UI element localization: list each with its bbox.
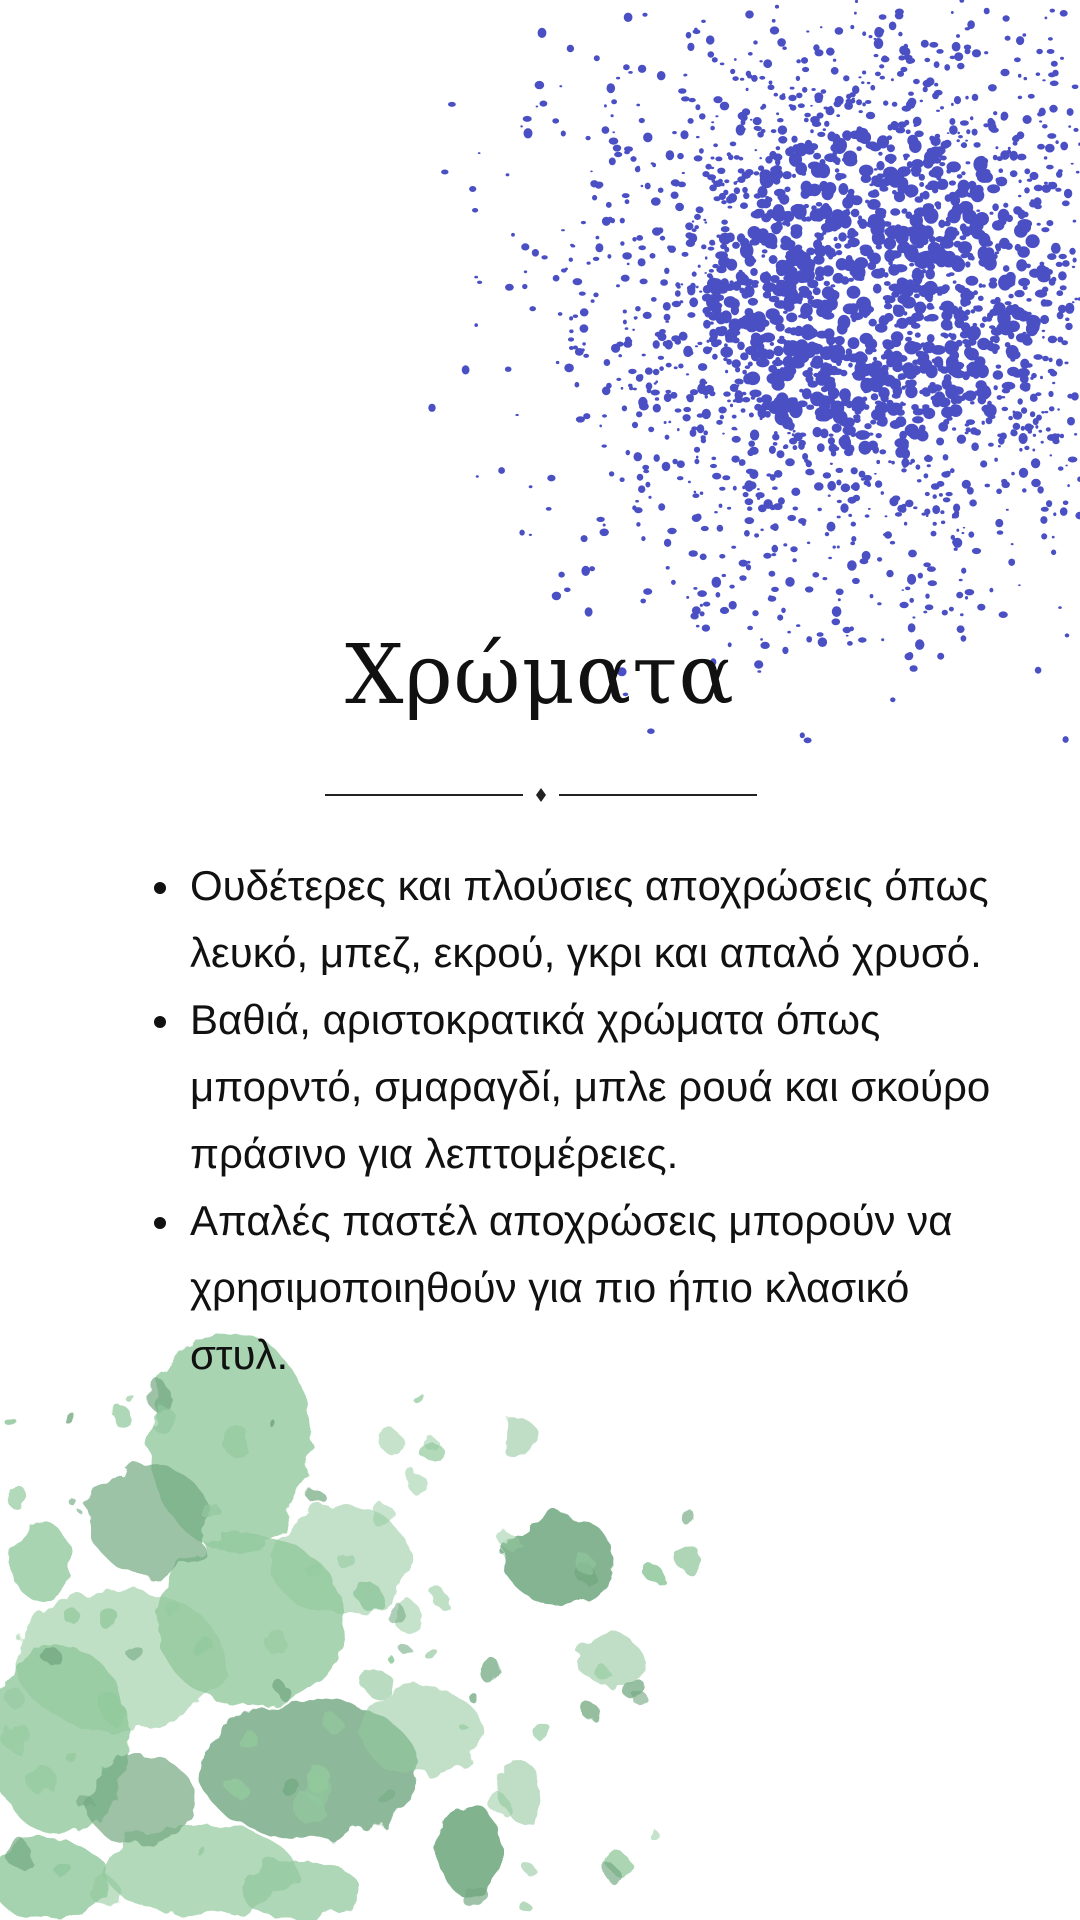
page-title: Χρώματα — [345, 628, 735, 723]
bullet-icon — [154, 1016, 166, 1028]
bullet-icon — [154, 1217, 166, 1229]
list-item-text: Ουδέτερες και πλούσιες αποχρώσεις όπως λευκό, μπεζ, εκρού, γκρι και απαλό χρυσό. — [190, 862, 989, 976]
list-item — [142, 986, 1012, 1187]
list-item — [142, 1187, 1012, 1388]
title-divider — [325, 785, 757, 805]
bullet-icon — [154, 882, 166, 894]
list-item — [142, 852, 1012, 986]
diamond-ornament-icon — [536, 788, 546, 802]
bullet-list — [142, 852, 1012, 1388]
list-item-text: Βαθιά, αριστοκρατικά χρώματα όπως μπορντό, σμαραγδί, μπλε ρουά και σκούρο πράσινο για λεπτομέρειες. — [190, 996, 991, 1177]
list-item-text: Απαλές παστέλ αποχρώσεις μπορούν να χρησιμοποιηθούν για πιο ήπιο κλασικό στυλ. — [190, 1197, 953, 1378]
